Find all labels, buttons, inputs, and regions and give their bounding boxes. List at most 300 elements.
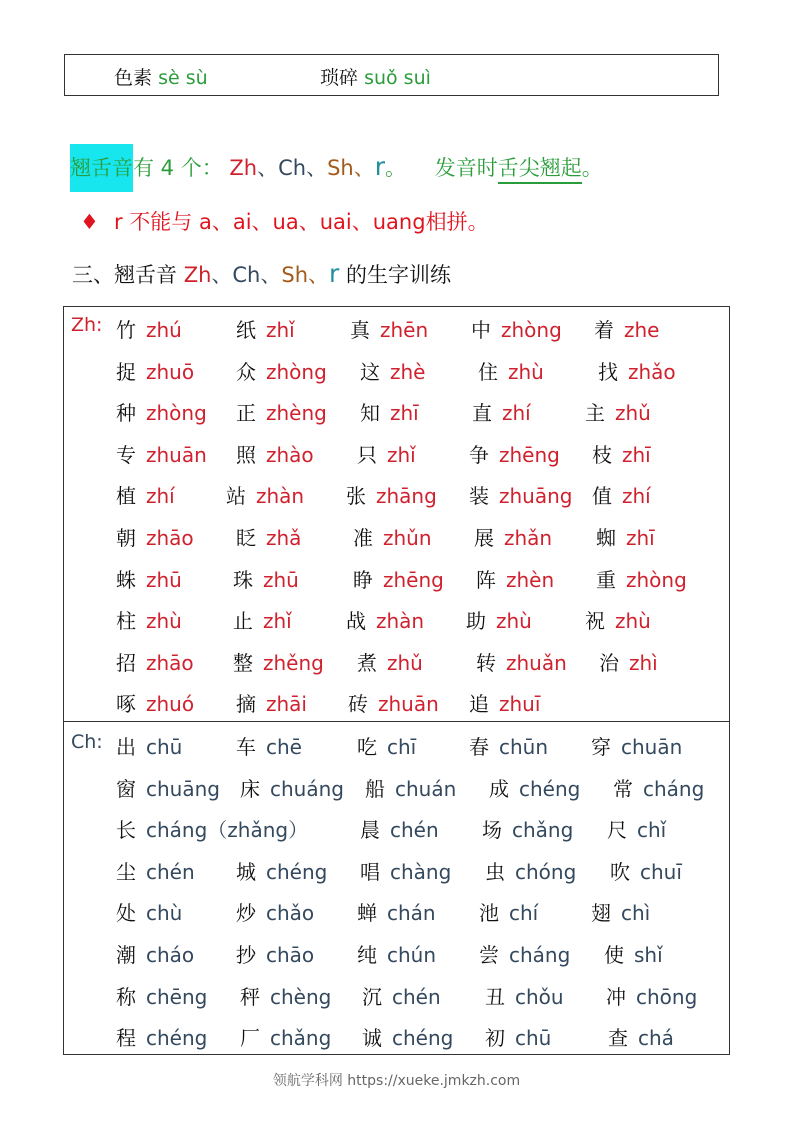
char-entry bbox=[592, 439, 651, 468]
hanzi: 助 bbox=[466, 609, 486, 634]
hanzi: 池 bbox=[479, 901, 499, 926]
hanzi: 值 bbox=[592, 484, 612, 509]
char-entry bbox=[116, 647, 194, 676]
char-entry bbox=[233, 605, 292, 634]
hanzi: 正 bbox=[236, 401, 256, 426]
char-entry bbox=[466, 605, 532, 634]
pinyin: zhú bbox=[146, 318, 182, 342]
hanzi: 捉 bbox=[116, 359, 136, 384]
pinyin: zhuō bbox=[146, 359, 195, 384]
hanzi: 朝 bbox=[116, 526, 136, 550]
char-entry bbox=[357, 939, 436, 968]
char-entry bbox=[598, 356, 676, 385]
char-entry bbox=[116, 439, 207, 468]
hanzi: 炒 bbox=[236, 901, 256, 926]
char-entry bbox=[348, 688, 439, 717]
pinyin: chá bbox=[638, 1026, 674, 1051]
pinyin: zhí bbox=[622, 484, 651, 509]
rule1-sh: Sh bbox=[327, 156, 354, 180]
hanzi: 照 bbox=[236, 442, 256, 467]
rule1-zh: Zh bbox=[229, 156, 258, 180]
top-word-pinyin: sè sù bbox=[158, 67, 208, 89]
hanzi: 纸 bbox=[236, 318, 256, 342]
char-entry bbox=[585, 605, 651, 634]
char-entry bbox=[116, 564, 182, 593]
char-entry bbox=[236, 856, 327, 885]
hanzi: 称 bbox=[116, 984, 136, 1009]
hanzi: 装 bbox=[469, 484, 489, 509]
pinyin: chén bbox=[392, 984, 441, 1009]
pinyin: chuán bbox=[395, 776, 457, 801]
char-entry bbox=[360, 397, 419, 426]
pinyin: zhēng bbox=[383, 567, 444, 592]
pinyin: zhěng bbox=[263, 650, 324, 675]
hanzi: 柱 bbox=[116, 609, 136, 634]
char-entry bbox=[476, 564, 554, 593]
pinyin: zhòng bbox=[266, 359, 327, 384]
char-entry bbox=[360, 814, 439, 843]
pinyin: zhào bbox=[266, 442, 314, 467]
ch-group-label: Ch: bbox=[71, 731, 103, 753]
hanzi: 睁 bbox=[353, 567, 373, 592]
top-word-2 bbox=[320, 63, 431, 90]
hanzi: 煮 bbox=[357, 650, 377, 675]
char-entry bbox=[116, 605, 182, 634]
rule1-ch: Ch bbox=[278, 156, 307, 180]
pinyin: zhǔ bbox=[387, 650, 423, 675]
hanzi: 床 bbox=[240, 776, 260, 801]
hanzi: 春 bbox=[469, 735, 489, 759]
char-entry bbox=[116, 939, 194, 968]
pinyin: zhòng bbox=[501, 318, 562, 342]
pinyin: zhǔ bbox=[615, 401, 651, 426]
hanzi: 成 bbox=[489, 776, 509, 801]
pinyin: chén bbox=[390, 818, 439, 843]
pinyin: chuāng bbox=[146, 776, 220, 801]
heading-sh: Sh bbox=[281, 263, 309, 287]
pinyin: zhòng bbox=[626, 567, 687, 592]
char-entry bbox=[362, 1022, 453, 1051]
top-word-pinyin: suǒ suì bbox=[364, 67, 431, 89]
char-entry bbox=[365, 773, 456, 802]
rule1-underlined: 舌尖翘起 bbox=[498, 156, 582, 184]
char-entry bbox=[116, 897, 182, 926]
char-entry bbox=[599, 647, 658, 676]
char-entry bbox=[585, 397, 651, 426]
char-entry bbox=[479, 939, 570, 968]
rule1-tail-end: 。 bbox=[581, 156, 603, 180]
hanzi: 纯 bbox=[357, 943, 377, 967]
char-entry bbox=[474, 522, 552, 551]
hanzi: 张 bbox=[346, 484, 366, 509]
hanzi: 准 bbox=[353, 526, 373, 550]
heading-prefix: 三、翘舌音 bbox=[72, 263, 184, 287]
char-entry bbox=[591, 731, 682, 760]
char-entry bbox=[116, 356, 194, 385]
hanzi: 种 bbox=[116, 401, 136, 426]
hanzi: 翅 bbox=[591, 901, 611, 926]
pinyin: zhí bbox=[502, 401, 531, 426]
char-entry bbox=[485, 1022, 551, 1051]
pinyin: chū bbox=[146, 735, 183, 759]
pinyin: chǐ bbox=[637, 818, 667, 843]
pinyin: zhāo bbox=[146, 526, 194, 550]
pinyin: zhǐ bbox=[263, 609, 292, 634]
pinyin: chéng bbox=[392, 1026, 454, 1051]
hanzi: 植 bbox=[116, 484, 136, 509]
char-entry bbox=[116, 314, 182, 343]
pinyin: cháng（zhǎng） bbox=[146, 818, 309, 843]
hanzi: 只 bbox=[357, 442, 377, 467]
char-entry bbox=[592, 480, 651, 509]
hanzi: 整 bbox=[233, 650, 253, 675]
heading-r: r bbox=[329, 259, 340, 288]
pinyin: chù bbox=[146, 901, 183, 926]
pinyin: zhǐ bbox=[387, 442, 416, 467]
pinyin: chéng bbox=[519, 776, 581, 801]
hanzi: 珠 bbox=[233, 567, 253, 592]
pinyin: chē bbox=[266, 735, 302, 759]
pinyin: chán bbox=[387, 901, 436, 926]
hanzi: 吹 bbox=[610, 859, 630, 884]
char-entry bbox=[236, 522, 301, 551]
hanzi: 尘 bbox=[116, 859, 136, 884]
pinyin: chāo bbox=[266, 943, 315, 967]
char-entry bbox=[236, 314, 295, 343]
pinyin: chén bbox=[146, 859, 195, 884]
hanzi: 使 bbox=[604, 943, 624, 967]
hanzi: 住 bbox=[478, 359, 498, 384]
char-entry bbox=[350, 314, 428, 343]
pinyin: chàng bbox=[390, 859, 452, 884]
char-entry bbox=[116, 981, 207, 1010]
rule-retroflex-count bbox=[70, 152, 603, 182]
highlight-term: 翘舌音 bbox=[70, 144, 133, 192]
char-entry bbox=[478, 356, 544, 385]
hanzi: 展 bbox=[474, 526, 494, 550]
hanzi: 争 bbox=[469, 442, 489, 467]
hanzi: 吃 bbox=[357, 735, 377, 759]
rule1-sep: 、 bbox=[306, 156, 328, 180]
char-entry bbox=[236, 439, 314, 468]
hanzi: 中 bbox=[471, 318, 491, 342]
hanzi: 处 bbox=[116, 901, 136, 926]
pinyin: zhù bbox=[146, 609, 182, 634]
hanzi: 战 bbox=[346, 609, 366, 634]
heading-sep: 、 bbox=[211, 263, 233, 287]
char-entry bbox=[236, 356, 327, 385]
pinyin: chóng bbox=[515, 859, 577, 884]
char-entry bbox=[116, 1022, 207, 1051]
pinyin: zhù bbox=[496, 609, 532, 634]
hanzi: 止 bbox=[233, 609, 253, 634]
pinyin: zhàn bbox=[376, 609, 425, 634]
hanzi: 知 bbox=[360, 401, 380, 426]
pinyin: zhuó bbox=[146, 692, 195, 717]
char-entry bbox=[116, 773, 220, 802]
rule-r-restriction bbox=[80, 206, 489, 236]
char-entry bbox=[240, 1022, 331, 1051]
pinyin: zhǎo bbox=[628, 359, 676, 384]
pinyin: chuī bbox=[640, 859, 682, 884]
pinyin: zhǎn bbox=[504, 526, 553, 550]
pinyin: zhāi bbox=[266, 692, 307, 717]
hanzi: 转 bbox=[476, 650, 496, 675]
char-entry bbox=[240, 773, 344, 802]
char-entry bbox=[479, 897, 538, 926]
pinyin: cháng bbox=[509, 943, 571, 967]
pinyin: zhuān bbox=[378, 692, 439, 717]
rule1-tail-prefix: 发音时 bbox=[434, 156, 498, 180]
hanzi: 专 bbox=[116, 442, 136, 467]
pinyin: chǒu bbox=[515, 984, 564, 1009]
pinyin: zhàn bbox=[256, 484, 305, 509]
char-entry bbox=[240, 981, 331, 1010]
char-entry bbox=[606, 981, 697, 1010]
hanzi: 厂 bbox=[240, 1026, 260, 1051]
pinyin: zhī bbox=[622, 442, 651, 467]
char-entry bbox=[482, 814, 573, 843]
hanzi: 着 bbox=[594, 318, 614, 342]
char-entry bbox=[485, 856, 576, 885]
pinyin: chūn bbox=[499, 735, 549, 759]
hanzi: 砖 bbox=[348, 692, 368, 717]
hanzi: 潮 bbox=[116, 943, 136, 967]
char-entry bbox=[471, 314, 562, 343]
char-entry bbox=[360, 356, 425, 385]
rule1-sep: 、 bbox=[257, 156, 279, 180]
hanzi: 站 bbox=[226, 484, 246, 509]
hanzi: 初 bbox=[485, 1026, 505, 1051]
pinyin: chǎo bbox=[266, 901, 315, 926]
top-word-1 bbox=[114, 63, 208, 90]
table-divider bbox=[63, 721, 730, 722]
diamond-bullet-icon: ♦ bbox=[80, 210, 99, 234]
pinyin: zhuān bbox=[146, 442, 207, 467]
hanzi: 场 bbox=[482, 818, 502, 843]
char-entry bbox=[357, 731, 416, 760]
hanzi: 蜘 bbox=[596, 526, 616, 550]
hanzi: 唱 bbox=[360, 859, 380, 884]
pinyin: zhòng bbox=[146, 401, 207, 426]
hanzi: 尺 bbox=[607, 818, 627, 843]
hanzi: 众 bbox=[236, 359, 256, 384]
char-entry bbox=[360, 856, 451, 885]
char-entry bbox=[489, 773, 580, 802]
pinyin: zhǎ bbox=[266, 526, 302, 550]
char-entry bbox=[116, 397, 207, 426]
hanzi: 抄 bbox=[236, 943, 256, 967]
heading-ch: Ch bbox=[232, 263, 261, 287]
pinyin: chī bbox=[387, 735, 417, 759]
pinyin: zhāng bbox=[376, 484, 437, 509]
hanzi: 招 bbox=[116, 650, 136, 675]
hanzi: 诚 bbox=[362, 1026, 382, 1051]
char-entry bbox=[610, 856, 682, 885]
pinyin: zhǐ bbox=[266, 318, 295, 342]
heading-sep: 、 bbox=[308, 263, 330, 287]
section-heading bbox=[72, 259, 451, 289]
char-entry bbox=[469, 688, 540, 717]
char-entry bbox=[353, 564, 444, 593]
pinyin: zhāo bbox=[146, 650, 194, 675]
pinyin: chéng bbox=[146, 1026, 208, 1051]
char-entry bbox=[591, 897, 650, 926]
pinyin: chéng bbox=[266, 859, 328, 884]
hanzi: 冲 bbox=[606, 984, 626, 1009]
char-entry bbox=[362, 981, 441, 1010]
char-entry bbox=[226, 480, 304, 509]
hanzi: 啄 bbox=[116, 692, 136, 717]
char-entry bbox=[596, 522, 655, 551]
hanzi: 秤 bbox=[240, 984, 260, 1009]
char-entry bbox=[485, 981, 564, 1010]
hanzi: 摘 bbox=[236, 692, 256, 717]
top-word-hanzi: 琐碎 bbox=[320, 67, 359, 89]
hanzi: 治 bbox=[599, 650, 619, 675]
char-entry bbox=[116, 522, 194, 551]
hanzi: 常 bbox=[613, 776, 633, 801]
hanzi: 沉 bbox=[362, 984, 382, 1009]
hanzi: 追 bbox=[469, 692, 489, 717]
hanzi: 重 bbox=[596, 567, 616, 592]
top-word-hanzi: 色素 bbox=[114, 67, 153, 89]
rule1-mid: 有 4 个： bbox=[133, 156, 223, 180]
char-entry bbox=[594, 314, 659, 343]
char-entry bbox=[236, 688, 307, 717]
char-entry bbox=[116, 856, 195, 885]
char-entry bbox=[357, 897, 436, 926]
zh-group-label: Zh: bbox=[71, 314, 103, 336]
hanzi: 祝 bbox=[585, 609, 605, 634]
char-entry bbox=[233, 647, 324, 676]
pinyin: zhēng bbox=[499, 442, 560, 467]
pinyin: zhì bbox=[629, 650, 658, 675]
hanzi: 找 bbox=[598, 359, 618, 384]
char-entry bbox=[116, 688, 194, 717]
char-entry bbox=[469, 731, 548, 760]
pinyin: zhù bbox=[615, 609, 651, 634]
rule2-text: r 不能与 a、ai、ua、uai、uang相拼。 bbox=[114, 210, 489, 234]
hanzi: 穿 bbox=[591, 735, 611, 759]
heading-sep: 、 bbox=[260, 263, 282, 287]
hanzi: 蝉 bbox=[357, 901, 377, 926]
hanzi: 枝 bbox=[592, 442, 612, 467]
hanzi: 这 bbox=[360, 359, 380, 384]
char-entry bbox=[357, 439, 416, 468]
pinyin: cháng bbox=[643, 776, 705, 801]
hanzi: 船 bbox=[365, 776, 385, 801]
pinyin: zhí bbox=[146, 484, 175, 509]
hanzi: 查 bbox=[608, 1026, 628, 1051]
pinyin: zhēn bbox=[380, 318, 429, 342]
pinyin: chún bbox=[387, 943, 437, 967]
char-entry bbox=[357, 647, 423, 676]
heading-zh: Zh bbox=[183, 263, 212, 287]
page-footer: 领航学科网 https://xueke.jmkzh.com bbox=[272, 1073, 521, 1089]
char-entry bbox=[116, 731, 182, 760]
pinyin: zhī bbox=[390, 401, 419, 426]
hanzi: 丑 bbox=[485, 984, 505, 1009]
hanzi: 晨 bbox=[360, 818, 380, 843]
char-entry bbox=[233, 564, 299, 593]
heading-suffix: 的生字训练 bbox=[339, 263, 451, 287]
pinyin: zhèn bbox=[506, 567, 555, 592]
rule1-end: 。 bbox=[385, 156, 407, 180]
pinyin: chuáng bbox=[270, 776, 344, 801]
pinyin: zhuī bbox=[499, 692, 541, 717]
pinyin: chū bbox=[515, 1026, 552, 1051]
pinyin: shǐ bbox=[634, 943, 663, 967]
hanzi: 出 bbox=[116, 735, 136, 759]
pinyin: cháo bbox=[146, 943, 195, 967]
hanzi: 长 bbox=[116, 818, 136, 843]
char-entry bbox=[236, 731, 302, 760]
pinyin: chèng bbox=[270, 984, 332, 1009]
pinyin: chì bbox=[621, 901, 651, 926]
hanzi: 车 bbox=[236, 735, 256, 759]
pinyin: zhù bbox=[508, 359, 544, 384]
pinyin: zhǔn bbox=[383, 526, 432, 550]
pinyin: zhè bbox=[390, 359, 426, 384]
pinyin: chǎng bbox=[270, 1026, 332, 1051]
pinyin: chuān bbox=[621, 735, 683, 759]
rule1-sep: 、 bbox=[353, 156, 375, 180]
char-entry bbox=[469, 480, 572, 509]
pinyin: zhuāng bbox=[499, 484, 573, 509]
pinyin: zhuǎn bbox=[506, 650, 567, 675]
pinyin: zhī bbox=[626, 526, 655, 550]
pinyin: zhe bbox=[624, 318, 660, 342]
pinyin: chí bbox=[509, 901, 539, 926]
char-entry bbox=[608, 1022, 674, 1051]
pinyin: chēng bbox=[146, 984, 208, 1009]
hanzi: 阵 bbox=[476, 567, 496, 592]
char-entry bbox=[353, 522, 432, 551]
hanzi: 真 bbox=[350, 318, 370, 342]
char-entry bbox=[613, 773, 704, 802]
hanzi: 尝 bbox=[479, 943, 499, 967]
char-entry bbox=[236, 397, 327, 426]
char-entry bbox=[607, 814, 666, 843]
char-entry bbox=[346, 605, 424, 634]
char-entry bbox=[604, 939, 663, 968]
char-entry bbox=[469, 439, 560, 468]
pinyin: chōng bbox=[636, 984, 698, 1009]
hanzi: 蛛 bbox=[116, 567, 136, 592]
rule1-r: r bbox=[374, 152, 386, 181]
pinyin: zhū bbox=[146, 567, 182, 592]
hanzi: 城 bbox=[236, 859, 256, 884]
char-entry bbox=[596, 564, 687, 593]
pinyin: zhèng bbox=[266, 401, 327, 426]
char-entry bbox=[476, 647, 567, 676]
hanzi: 程 bbox=[116, 1026, 136, 1051]
char-entry bbox=[116, 814, 308, 843]
char-entry bbox=[346, 480, 437, 509]
hanzi: 虫 bbox=[485, 859, 505, 884]
hanzi: 竹 bbox=[116, 318, 136, 342]
char-entry bbox=[236, 939, 314, 968]
top-word-box bbox=[64, 54, 719, 96]
char-entry bbox=[236, 897, 314, 926]
char-entry bbox=[472, 397, 531, 426]
hanzi: 直 bbox=[472, 401, 492, 426]
pinyin: zhū bbox=[263, 567, 299, 592]
char-entry bbox=[116, 480, 175, 509]
hanzi: 窗 bbox=[116, 776, 136, 801]
hanzi: 主 bbox=[585, 401, 605, 426]
